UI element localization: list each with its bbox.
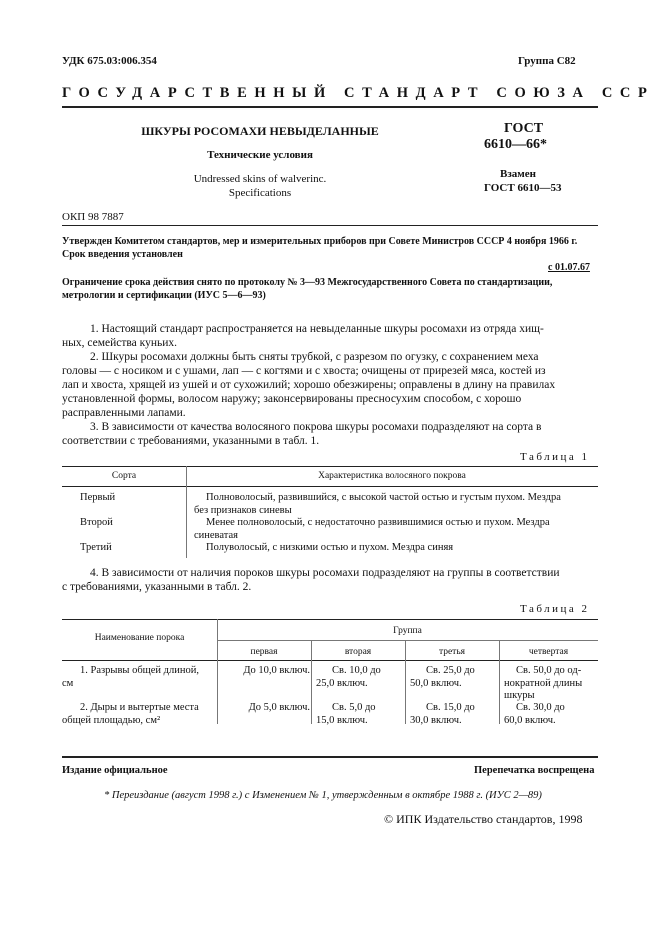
reprint-notice: Перепечатка воспрещена [474, 765, 595, 776]
table-2-top-rule [62, 619, 598, 620]
table-2-subheader: первая [250, 647, 278, 657]
table-1-header-rule [62, 486, 598, 487]
effective-date-label: Срок введения установлен [62, 249, 183, 260]
table-1-row-characteristic: Полуволосый, с низкими остью и пухом. Мездра синяя [206, 542, 454, 553]
table-1-row-characteristic: Полноволосый, развившийся, с высокой частой остью и густым пухом. Мездра без признаков синевы [194, 492, 561, 516]
approval-line: Утвержден Комитетом стандартов, мер и измерительных приборов при Совете Министров СССР 4 ноября 1966 г. [62, 236, 578, 247]
okp-code: ОКП 98 7887 [62, 211, 124, 223]
paragraph-4: 4. В зависимости от наличия пороков шкуры росомахи подразделяют на группы в соответствии с требованиями, указанными в табл. 2. [62, 567, 560, 593]
table-1-row-grade: Третий [80, 542, 112, 553]
table-2-subheader: вторая [344, 647, 372, 657]
table-2-caption: Таблица 2 [520, 603, 590, 615]
table-2-group-rule [217, 640, 598, 641]
document-title: ШКУРЫ РОСОМАХИ НЕВЫДЕЛАННЫЕ [141, 124, 379, 138]
table-1-row-grade: Первый [80, 492, 116, 503]
udc-code: УДК 675.03:006.354 [62, 55, 157, 67]
table-1-top-rule [62, 466, 598, 467]
limitation-line-2: метрологии и сертификации (ИУС 5—6—93) [62, 290, 266, 301]
table-2-cell: До 5,0 включ. [248, 702, 310, 713]
reissue-note: * Переиздание (август 1998 г.) с Изменением № 1, утвержденным в октябре 1988 г. (ИУС 2—89) [104, 790, 542, 801]
table-2-subheader: третья [438, 647, 466, 657]
table-2-cell: Св. 25,0 до 50,0 включ. [410, 665, 475, 689]
table-2-column-divider [311, 640, 312, 724]
table-2-row-defect: 1. Разрывы общей длиной, см [62, 665, 199, 689]
group-code: Группа С82 [518, 55, 576, 67]
table-1-caption: Таблица 1 [520, 451, 590, 463]
table-1-header-characteristic: Характеристика волосяного покрова [318, 471, 466, 481]
paragraph-3: 3. В зависимости от качества волосяного покрова шкуры росомахи подразделяют на сорта в соответствии с требованиями, указанными в табл. 1. [62, 421, 542, 447]
table-2-cell: До 10,0 включ. [243, 665, 310, 676]
table-1-column-divider [186, 466, 187, 558]
okp-rule [62, 225, 598, 226]
table-2-column-divider [499, 640, 500, 724]
limitation-line-1: Ограничение срока действия снято по протоколу № 3—93 Межгосударственного Совета по стандартизации, [62, 277, 553, 288]
replaces-label: Взамен [500, 168, 536, 180]
table-2-header-defect: Наименование порока [94, 633, 185, 643]
table-1-header-grade: Сорта [111, 471, 137, 481]
table-1-row-characteristic: Менее полноволосый, с недостаточно развившимися остью и пухом. Мездра синеватая [194, 517, 550, 541]
english-subtitle: Specifications [228, 187, 292, 199]
official-edition: Издание официальное [62, 765, 168, 776]
paragraph-2: 2. Шкуры росомахи должны быть сняты трубкой, с разрезом по огузку, с сохранением меха головы — с носиком и с ушами, лап — с когтями и с хвоста; очищены от прирезей мяса, костей из лап и хвоста, хрящей из ушей и от сухожилий; хорошо обезжирены; оправлены в длину на правилах установленной формы, волосом наружу; законсервированы пресносухим способом, с хорошо расправленными лапами. [62, 351, 556, 419]
table-2-subheader: четвертая [528, 647, 569, 657]
replaces-value: ГОСТ 6610—53 [484, 182, 562, 194]
gost-label: ГОСТ [504, 121, 544, 136]
gost-number: 6610—66* [484, 137, 547, 152]
footer-rule [62, 756, 598, 758]
state-standard-banner: ГОСУДАРСТВЕННЫЙ СТАНДАРТ СОЮЗА ССР [62, 85, 655, 101]
english-title: Undressed skins of walverinc. [193, 173, 327, 185]
copyright: © ИПК Издательство стандартов, 1998 [384, 812, 583, 826]
table-2-column-divider [405, 640, 406, 724]
paragraph-1: 1. Настоящий стандарт распространяется на невыделанные шкуры росомахи из отряда хищ- ных, семейства куньих. [62, 323, 544, 349]
table-1-row-grade: Второй [80, 517, 113, 528]
table-2-cell: Св. 30,0 до 60,0 включ. [504, 702, 565, 726]
banner-rule [62, 106, 598, 108]
table-2-cell: Св. 5,0 до 15,0 включ. [316, 702, 376, 726]
table-2-cell: Св. 15,0 до 30,0 включ. [410, 702, 475, 726]
table-2-cell: Св. 50,0 до од- нократной длины шкуры [504, 665, 583, 701]
effective-date: с 01.07.67 [548, 262, 590, 273]
document-subtitle: Технические условия [207, 149, 313, 161]
table-2-row-defect: 2. Дыры и вытертые места общей площадью, см² [62, 702, 199, 726]
table-2-column-divider [217, 619, 218, 724]
table-2-cell: Св. 10,0 до 25,0 включ. [316, 665, 381, 689]
table-2-header-group: Группа [393, 626, 422, 636]
table-2-header-rule [62, 660, 598, 661]
